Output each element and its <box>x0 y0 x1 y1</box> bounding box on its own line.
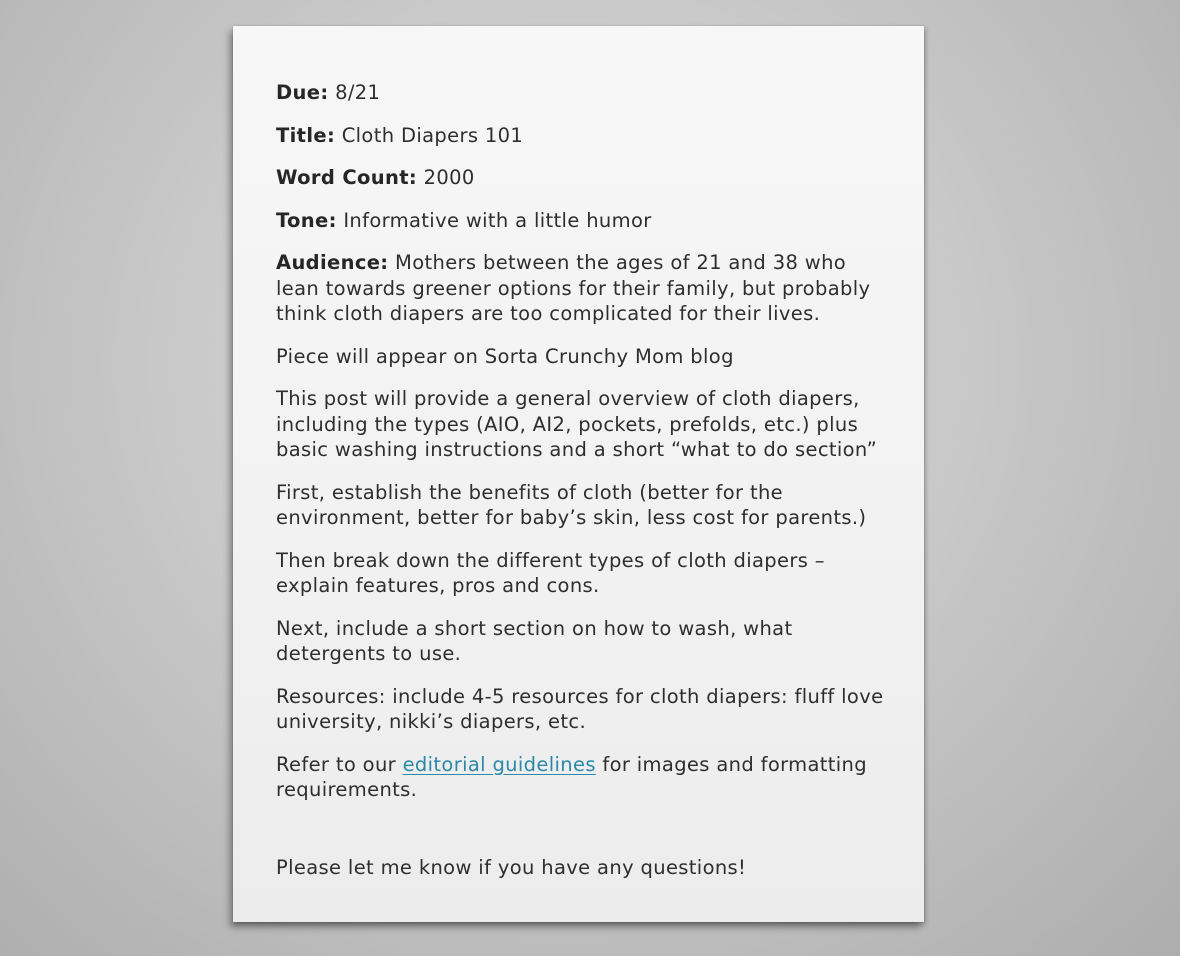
paragraph-types: Then break down the different types of cloth diapers – explain features, pros and cons. <box>276 548 825 597</box>
due-label: Due: <box>276 81 329 104</box>
paragraph-resources: Resources: include 4-5 resources for cloth diapers: fluff love university, nikki’s diapers, etc. <box>276 684 884 733</box>
audience-field <box>276 250 894 327</box>
paragraph-publication: Piece will appear on Sorta Crunchy Mom blog <box>276 344 734 368</box>
guidelines-suffix: for images and formatting requirements. <box>276 752 867 801</box>
tone-value: Informative with a little humor <box>343 208 652 232</box>
title-field <box>276 123 894 149</box>
due-field <box>276 80 894 106</box>
paragraph-overview: This post will provide a general overview of cloth diapers, including the types (AIO, AI2, pockets, prefolds, etc.) plus basic washing instructions and a short “what to do section” <box>276 387 878 461</box>
audience-value: Mothers between the ages of 21 and 38 who lean towards greener options for their family, but probably think cloth diapers are too complicated for their lives. <box>276 251 871 325</box>
tone-field <box>276 208 894 234</box>
word-count-value: 2000 <box>423 166 475 189</box>
editorial-guidelines-link[interactable]: editorial guidelines <box>402 752 596 776</box>
tone-label: Tone: <box>276 208 337 232</box>
guidelines-prefix: Refer to our <box>276 752 403 776</box>
paragraph-guidelines <box>276 752 894 803</box>
paragraph-washing: Next, include a short section on how to wash, what detergents to use. <box>276 616 793 665</box>
word-count-label: Word Count: <box>276 166 418 189</box>
title-label: Title: <box>276 123 336 147</box>
word-count-field <box>276 165 894 191</box>
audience-label: Audience: <box>276 251 389 274</box>
paragraph-benefits: First, establish the benefits of cloth (better for the environment, better for baby’s skin, less cost for parents.) <box>276 480 867 529</box>
closing-line: Please let me know if you have any questions! <box>276 855 747 879</box>
paper-sheet <box>233 26 924 922</box>
title-value: Cloth Diapers 101 <box>341 123 524 147</box>
due-value: 8/21 <box>335 81 381 104</box>
